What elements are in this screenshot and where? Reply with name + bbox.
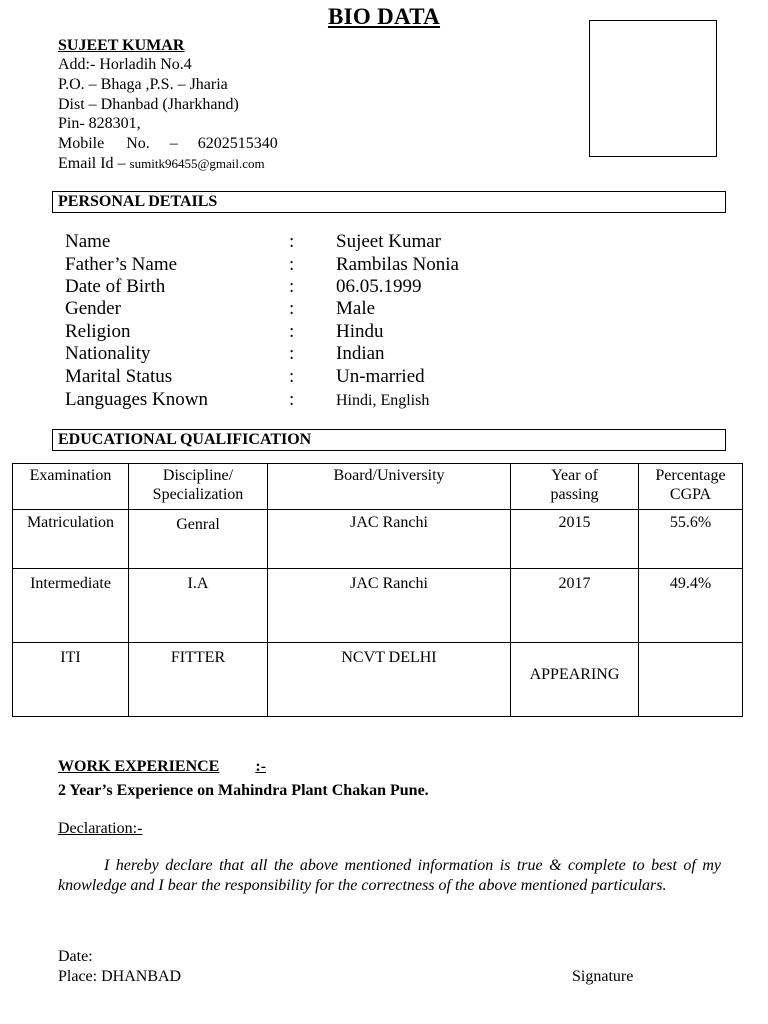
detail-colon: : — [289, 298, 295, 319]
detail-value: 06.05.1999 — [336, 276, 422, 297]
education-table — [12, 463, 743, 717]
table-row — [13, 569, 743, 643]
column-header — [511, 464, 639, 510]
cell-text: ITI — [60, 649, 81, 666]
table-cell — [511, 643, 639, 717]
cell-text: 2015 — [558, 514, 591, 531]
cell-text: JAC Ranchi — [350, 575, 428, 592]
table-cell — [13, 643, 129, 717]
table-cell — [268, 569, 511, 643]
cell-text: Matriculation — [26, 514, 115, 531]
work-experience-heading — [58, 758, 266, 776]
cell-text: FITTER — [170, 649, 226, 666]
table-cell — [13, 569, 129, 643]
cell-text: NCVT DELHI — [341, 649, 437, 666]
work-experience-label: WORK EXPERIENCE — [58, 758, 220, 775]
cell-text — [639, 643, 742, 648]
detail-colon: : — [289, 254, 295, 275]
table-row — [13, 643, 743, 717]
cell-text: I.A — [187, 575, 209, 592]
detail-value: Un-married — [336, 366, 425, 387]
place-label: Place: DHANBAD — [58, 968, 182, 985]
email-line — [58, 155, 265, 173]
table-header-row — [13, 464, 743, 510]
cell-text: APPEARING — [529, 666, 620, 683]
detail-colon: : — [289, 231, 295, 252]
table-cell — [129, 569, 268, 643]
table-cell — [268, 510, 511, 569]
detail-label: Name — [65, 231, 111, 252]
page-title: BIO DATA — [327, 4, 441, 29]
cell-text: Genral — [176, 516, 220, 533]
column-header — [13, 464, 129, 510]
column-header-text: Year of passing — [550, 467, 599, 503]
table-cell — [129, 510, 268, 569]
address-line: P.O. – Bhaga ,P.S. – Jharia — [58, 76, 228, 93]
detail-label: Gender — [65, 298, 121, 319]
column-header-text: Percentage CGPA — [655, 467, 726, 503]
detail-value: Hindu — [336, 321, 384, 342]
detail-label: Languages Known — [65, 389, 208, 410]
detail-label: Father’s Name — [65, 254, 178, 275]
work-experience-text: 2 Year’s Experience on Mahindra Plant Chakan Pune. — [58, 782, 429, 799]
table-row — [13, 510, 743, 569]
cell-text: 49.4% — [669, 575, 712, 592]
table-cell — [511, 510, 639, 569]
detail-label: Nationality — [65, 343, 151, 364]
mobile-label: Mobile — [58, 135, 105, 152]
declaration-heading: Declaration:- — [58, 820, 143, 837]
detail-value: Indian — [336, 343, 385, 364]
detail-label: Marital Status — [65, 366, 173, 387]
column-header-text: Board/University — [333, 467, 445, 484]
cell-text: JAC Ranchi — [350, 514, 428, 531]
detail-value: Hindi, English — [336, 392, 430, 409]
column-header — [268, 464, 511, 510]
table-cell — [129, 643, 268, 717]
candidate-name-heading: SUJEET KUMAR — [58, 37, 185, 54]
table-cell — [639, 643, 743, 717]
detail-label: Religion — [65, 321, 131, 342]
address-line: Add:- Horladih No.4 — [58, 56, 192, 73]
date-label: Date: — [58, 948, 93, 965]
detail-colon: : — [289, 366, 295, 387]
table-cell — [511, 569, 639, 643]
cell-text: 55.6% — [669, 514, 712, 531]
detail-value: Sujeet Kumar — [336, 231, 442, 252]
cell-text: 2017 — [558, 575, 591, 592]
declaration-text: I hereby declare that all the above mentioned information is true & complete to best of my knowledge and I bear the responsibility for the correctness of the above mentioned particulars. — [58, 857, 721, 894]
column-header-text: Examination — [29, 467, 112, 484]
detail-colon: : — [289, 276, 295, 297]
personal-details-section-box — [52, 191, 726, 213]
personal-details-heading: PERSONAL DETAILS — [58, 193, 218, 210]
table-cell — [639, 569, 743, 643]
signature-label: Signature — [572, 968, 634, 985]
photo-placeholder — [589, 20, 717, 157]
column-header-text: Discipline/ Specialization — [152, 467, 244, 503]
work-experience-suffix: :- — [255, 758, 267, 775]
mobile-value: 6202515340 — [197, 135, 278, 152]
column-header — [129, 464, 268, 510]
detail-value: Rambilas Nonia — [336, 254, 459, 275]
address-line: Dist – Dhanbad (Jharkhand) — [58, 96, 239, 113]
education-section-box — [52, 429, 726, 451]
cell-text: Intermediate — [30, 575, 111, 592]
detail-colon: : — [289, 321, 295, 342]
table-cell — [268, 643, 511, 717]
detail-colon: : — [289, 389, 295, 410]
column-header — [639, 464, 743, 510]
detail-colon: : — [289, 343, 295, 364]
mobile-no-label: No. — [126, 135, 150, 152]
education-heading: EDUCATIONAL QUALIFICATION — [58, 431, 312, 448]
email-label: Email Id – — [58, 155, 126, 172]
mobile-line — [58, 135, 278, 153]
table-cell — [639, 510, 743, 569]
address-line: Pin- 828301, — [58, 115, 141, 132]
detail-label: Date of Birth — [65, 276, 166, 297]
email-value: sumitk96455@gmail.com — [129, 156, 265, 171]
mobile-dash: – — [169, 135, 178, 152]
detail-value: Male — [336, 298, 376, 319]
table-cell — [13, 510, 129, 569]
